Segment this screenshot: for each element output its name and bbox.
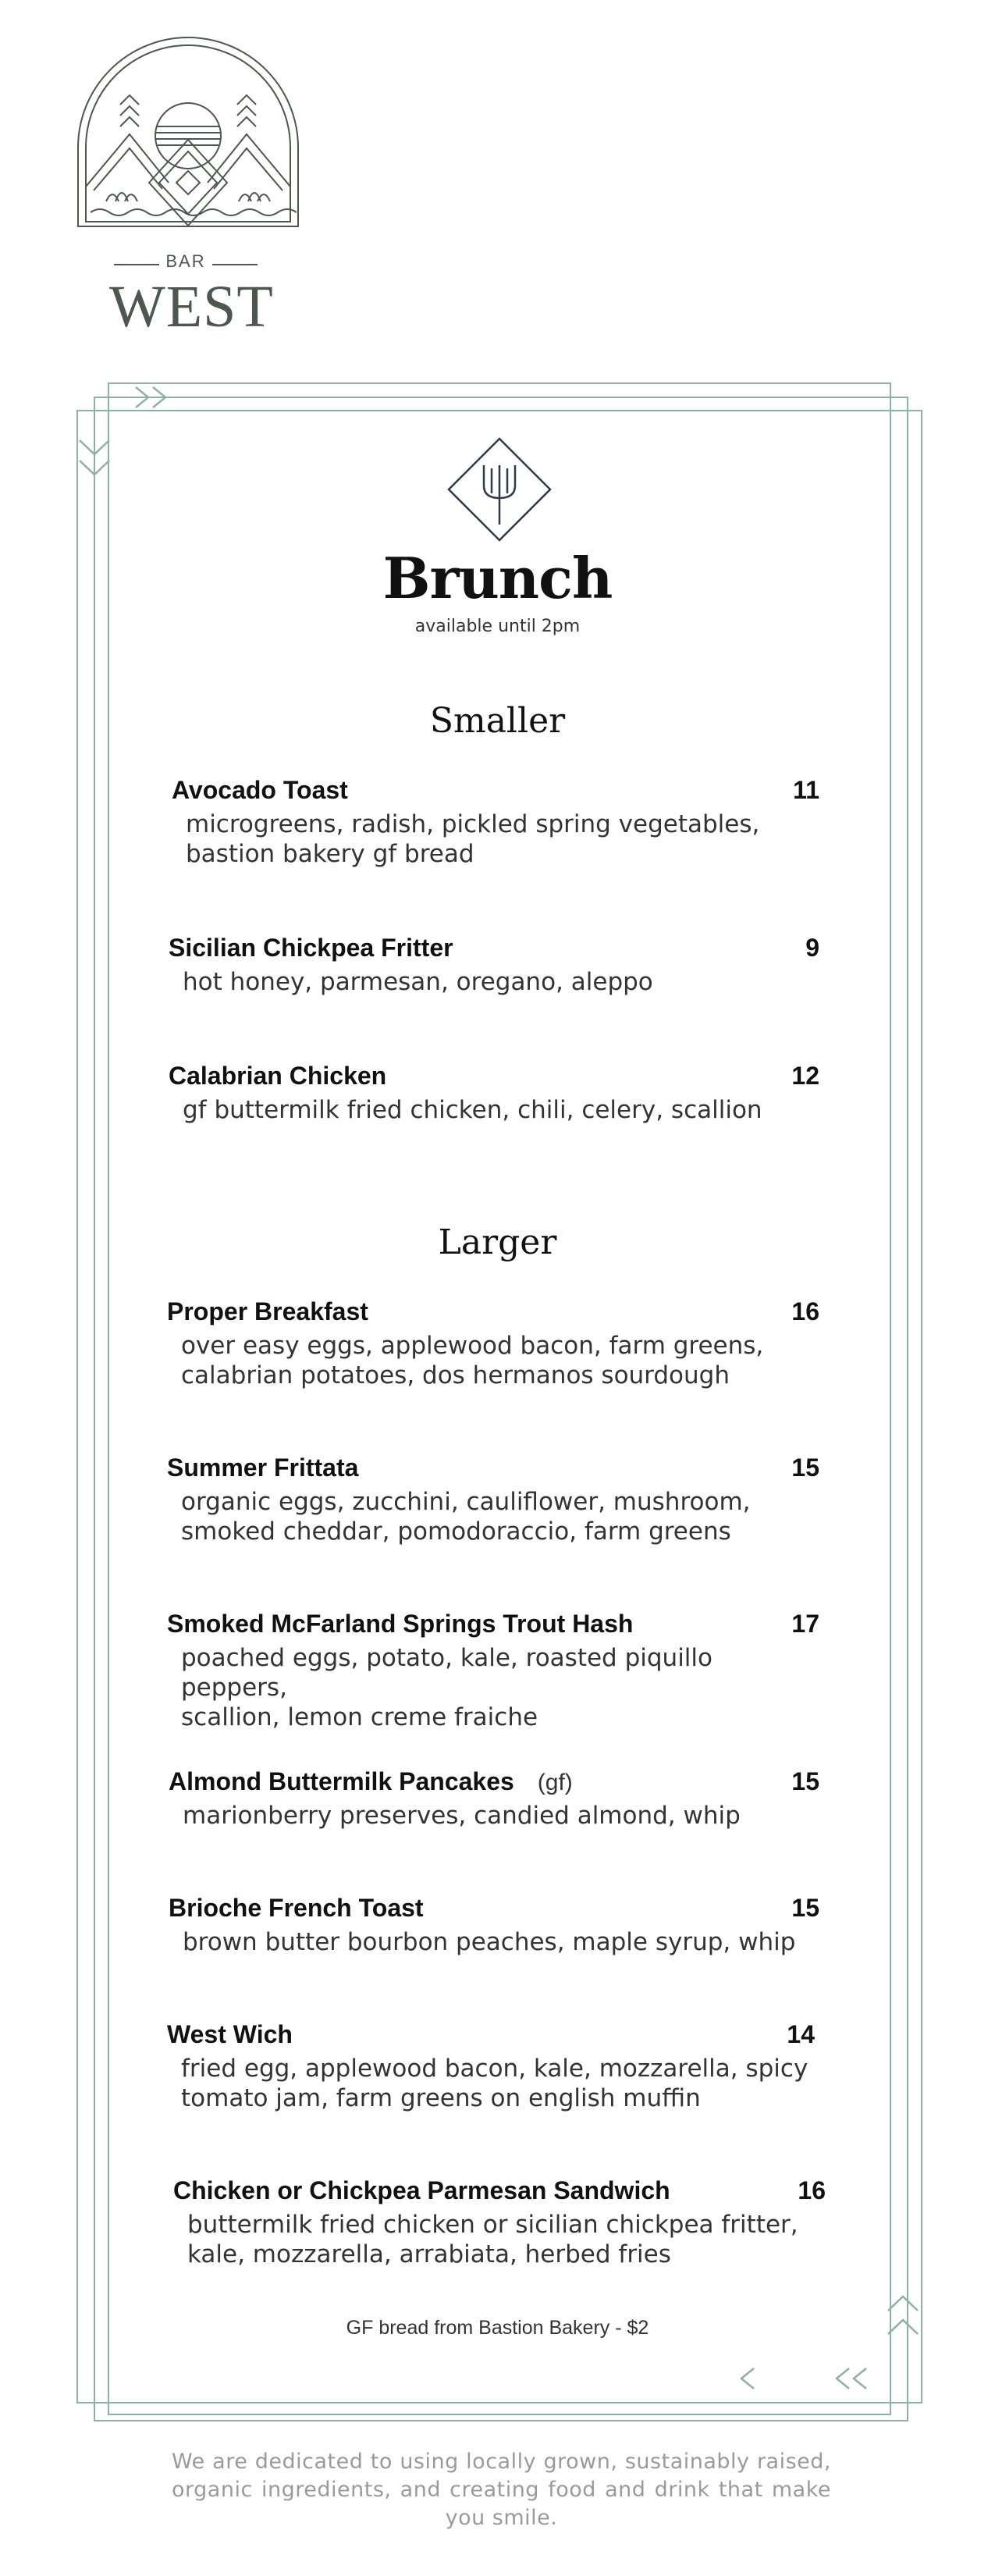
item-description: brown butter bourbon peaches, maple syrup, whip [183, 1928, 796, 1956]
item-name: Avocado Toast [172, 776, 348, 804]
menu-item [169, 1062, 819, 1125]
menu-item [167, 1453, 819, 1546]
brand-name: WEST [109, 274, 274, 340]
item-description: buttermilk fried chicken or sicilian chickpea fritter, kale, mozzarella, arrabiata, herbed fries [187, 2211, 798, 2268]
item-name [169, 1767, 819, 1796]
item-price: 15 [791, 1894, 819, 1922]
item-description: gf buttermilk fried chicken, chili, celery, scallion [183, 1096, 762, 1124]
item-price: 17 [791, 1610, 819, 1638]
section-title-larger: Larger [438, 1222, 557, 1262]
item-price: 9 [805, 934, 819, 962]
brand-bar-text: BAR [165, 251, 206, 271]
chevron-decoration [133, 386, 187, 409]
item-description: organic eggs, zucchini, cauliflower, mushroom, smoked cheddar, pomodoraccio, farm greens [181, 1488, 751, 1546]
gf-bread-note: GF bread from Bastion Bakery - $2 [346, 2317, 649, 2339]
divider [212, 264, 258, 265]
gluten-free-note: (gf) [537, 1770, 573, 1795]
menu-title: Brunch [382, 545, 613, 611]
item-description: poached eggs, potato, kale, roasted piquillo peppers, scallion, lemon creme fraiche [181, 1644, 713, 1731]
menu-item [173, 2176, 826, 2269]
chevron-decoration [726, 2367, 757, 2390]
item-description: microgreens, radish, pickled spring vegetables, bastion bakery gf bread [186, 810, 760, 868]
bar-west-logo [75, 34, 301, 229]
menu-item [172, 776, 819, 869]
menu-subtitle: available until 2pm [414, 617, 581, 636]
divider [114, 264, 159, 265]
item-name: Summer Frittata [167, 1453, 359, 1482]
menu-item [169, 1767, 819, 1831]
item-price: 16 [798, 2176, 826, 2204]
menu-item [169, 934, 819, 997]
section-title-smaller: Smaller [429, 701, 566, 741]
item-description: over easy eggs, applewood bacon, farm greens, calabrian potatoes, dos hermanos sourdough [181, 1332, 764, 1389]
menu-item [167, 1297, 819, 1390]
fork-icon [447, 437, 552, 542]
item-name: Calabrian Chicken [169, 1062, 387, 1090]
item-price: 15 [791, 1767, 819, 1795]
item-price: 16 [791, 1297, 819, 1325]
chevron-decoration [78, 437, 111, 484]
item-name: Smoked McFarland Springs Trout Hash [167, 1610, 634, 1638]
closing-statement: We are dedicated to using locally grown, sustainably raised, organic ingredients, and creating food and drink that make you smile. [172, 2450, 831, 2530]
item-name: Proper Breakfast [167, 1297, 368, 1325]
item-name: West Wich [167, 2020, 293, 2048]
item-name: Brioche French Toast [169, 1894, 424, 1922]
menu-item [167, 1610, 819, 1732]
item-price: 12 [791, 1062, 819, 1090]
item-price: 15 [791, 1453, 819, 1482]
item-name: Chicken or Chickpea Parmesan Sandwich [173, 2176, 670, 2204]
menu-item [167, 2020, 815, 2113]
item-price: 11 [793, 776, 819, 804]
item-name: Sicilian Chickpea Fritter [169, 934, 453, 962]
brand-bar [114, 251, 258, 272]
item-name-text: Almond Buttermilk Pancakes [169, 1767, 514, 1795]
chevron-decoration [815, 2367, 869, 2390]
item-description: fried egg, applewood bacon, kale, mozzarella, spicy tomato jam, farm greens on english muffin [181, 2055, 808, 2112]
item-price: 14 [787, 2020, 815, 2048]
menu-item [169, 1894, 819, 1957]
item-description: hot honey, parmesan, oregano, aleppo [183, 968, 653, 996]
item-description: marionberry preserves, candied almond, whip [183, 1802, 741, 1830]
